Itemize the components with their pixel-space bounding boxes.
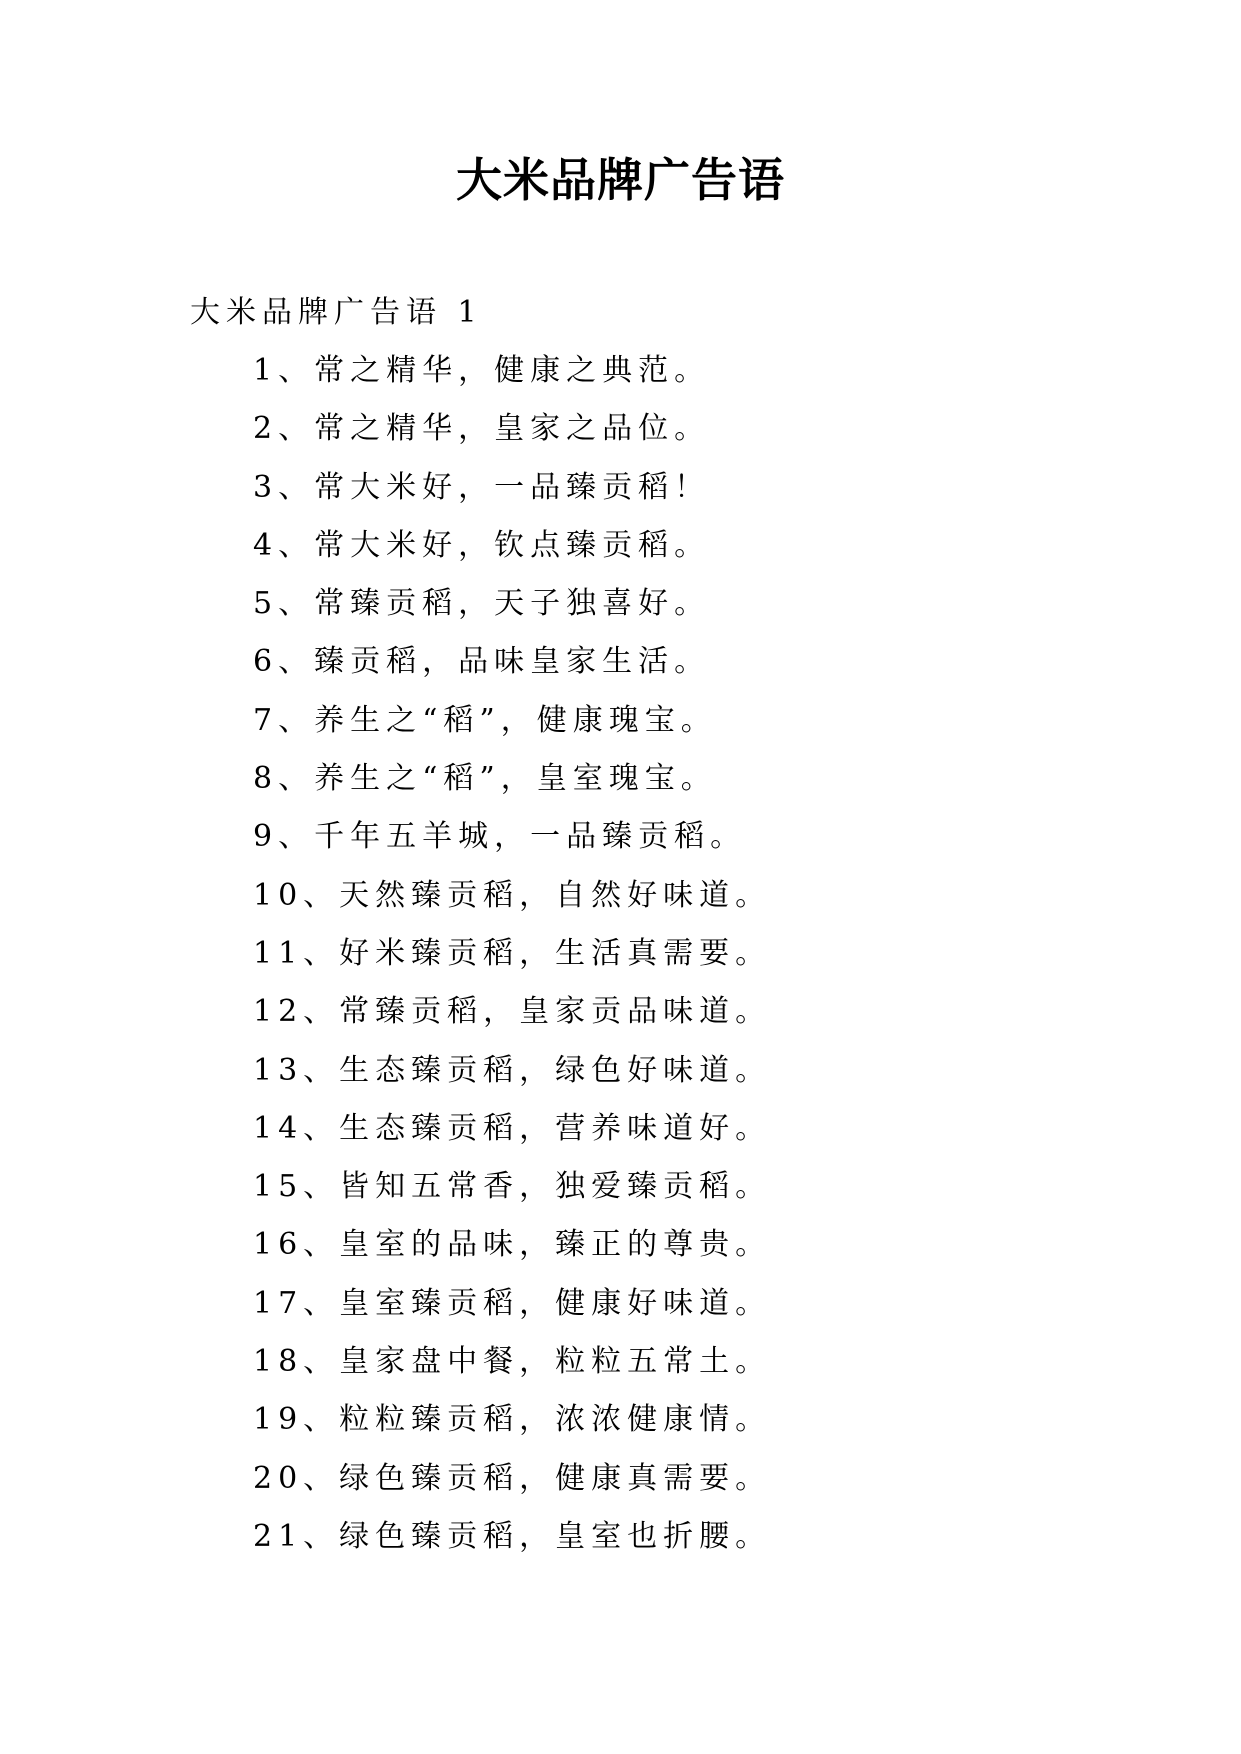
list-item: 18、皇家盘中餐，粒粒五常土。 [253,1344,772,1380]
list-item: 17、皇室臻贡稻，健康好味道。 [253,1285,772,1321]
slogan-list [253,351,771,1575]
list-item: 1、常之精华，健康之典范。 [253,353,711,388]
list-item: 11、好米臻贡稻，生活真需要。 [253,935,772,971]
list-item: 15、皆知五常香，独爱臻贡稻。 [253,1169,772,1205]
list-item: 2、常之精华，皇家之品位。 [253,411,711,447]
list-item: 21、绿色臻贡稻，皇室也折腰。 [253,1518,772,1554]
list-item: 14、生态臻贡稻，营养味道好。 [253,1110,772,1146]
list-item: 6、臻贡稻，品味皇家生活。 [253,644,711,680]
list-item: 5、常臻贡稻，天子独喜好。 [253,586,711,622]
list-item: 8、养生之“稻”，皇室瑰宝。 [253,761,717,797]
list-item: 20、绿色臻贡稻，健康真需要。 [253,1460,772,1496]
list-item: 16、皇室的品味，臻正的尊贵。 [253,1227,772,1263]
page-title: 大米品牌广告语 [456,153,785,207]
list-item: 7、养生之“稻”，健康瑰宝。 [253,702,717,738]
list-item: 10、天然臻贡稻，自然好味道。 [253,877,772,913]
list-item: 19、粒粒臻贡稻，浓浓健康情。 [253,1402,772,1438]
section-heading: 大米品牌广告语 1 [190,295,483,330]
list-item: 12、常臻贡稻，皇家贡品味道。 [253,994,772,1030]
list-item: 13、生态臻贡稻，绿色好味道。 [253,1052,772,1088]
list-item: 3、常大米好，一品臻贡稻！ [253,469,711,505]
list-item: 9、千年五羊城，一品臻贡稻。 [253,819,747,855]
list-item: 4、常大米好，钦点臻贡稻。 [253,527,711,563]
